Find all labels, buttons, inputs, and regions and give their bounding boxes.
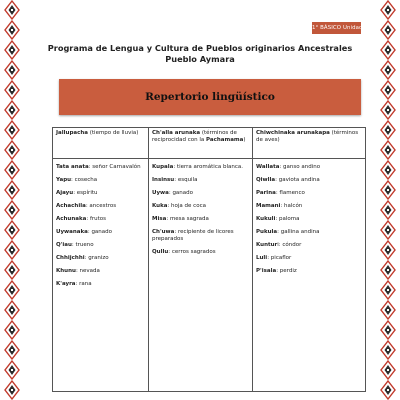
term: Kupala <box>152 164 174 170</box>
aymara-diamond-pattern-icon <box>380 360 396 380</box>
aymara-diamond-pattern-icon <box>380 80 396 100</box>
list-item <box>256 216 362 223</box>
meaning: : ancestros <box>85 203 117 209</box>
meaning: : señor Carnavalón <box>88 164 141 170</box>
list-item <box>152 229 249 242</box>
list-item <box>56 229 145 236</box>
program-title: Programa de Lengua y Cultura de Pueblos originarios Ancestrales <box>47 43 353 53</box>
list-item <box>256 177 362 184</box>
aymara-diamond-pattern-icon <box>380 220 396 240</box>
aymara-diamond-pattern-icon <box>4 220 20 240</box>
aymara-diamond-pattern-icon <box>380 120 396 140</box>
term: Uywa <box>152 190 169 196</box>
meaning: : ganado <box>87 229 113 235</box>
term: Yapu <box>56 177 72 183</box>
column-header-jallupacha: Jallupacha (tiempo de lluvia) <box>53 128 149 159</box>
aymara-diamond-pattern-icon <box>380 260 396 280</box>
list-item <box>152 203 249 210</box>
meaning: : frutos <box>86 216 107 222</box>
term: Khunu <box>56 268 76 274</box>
meaning: : gaviota andina <box>275 177 320 183</box>
aymara-diamond-pattern-icon <box>4 340 20 360</box>
term: Kukuli <box>256 216 276 222</box>
term: Kuntur <box>256 242 278 248</box>
meaning: : esquila <box>174 177 198 183</box>
list-item <box>256 164 362 171</box>
list-item <box>152 216 249 223</box>
meaning: : halcón <box>280 203 303 209</box>
aymara-diamond-pattern-icon <box>380 140 396 160</box>
meaning: : granizo <box>84 255 109 261</box>
column-header-challa-arunaka: Ch'alla arunaka (términos de reciprocidad con la Pachamama) <box>149 128 253 159</box>
decorative-border-left <box>2 0 22 400</box>
aymara-diamond-pattern-icon <box>4 280 20 300</box>
aymara-diamond-pattern-icon <box>380 320 396 340</box>
list-item <box>256 229 362 236</box>
list-item <box>256 268 362 275</box>
list-item <box>152 164 249 171</box>
aymara-diamond-pattern-icon <box>380 0 396 20</box>
aymara-diamond-pattern-icon <box>4 380 20 400</box>
list-item <box>56 203 145 210</box>
term: Uywanaka <box>56 229 88 235</box>
term: Ch'uwa <box>152 229 175 235</box>
term: Pukula <box>256 229 278 235</box>
list-item <box>256 255 362 262</box>
aymara-diamond-pattern-icon <box>380 200 396 220</box>
aymara-diamond-pattern-icon <box>4 20 20 40</box>
aymara-diamond-pattern-icon <box>4 320 20 340</box>
aymara-diamond-pattern-icon <box>4 60 20 80</box>
list-item <box>152 249 249 256</box>
section-title: Repertorio lingüístico <box>145 91 275 103</box>
list-item <box>256 190 362 197</box>
list-item <box>56 177 145 184</box>
term: Misa <box>152 216 167 222</box>
list-item <box>152 177 249 184</box>
meaning: : picaflor <box>267 255 292 261</box>
term: Mamani <box>256 203 281 209</box>
aymara-diamond-pattern-icon <box>4 80 20 100</box>
meaning: : mesa sagrada <box>166 216 209 222</box>
list-item <box>56 255 145 262</box>
list-item <box>56 242 145 249</box>
term: Kuka <box>152 203 168 209</box>
list-item <box>256 242 362 249</box>
list-item <box>56 268 145 275</box>
term: Luli <box>256 255 268 261</box>
meaning: : hoja de coca <box>167 203 206 209</box>
aymara-diamond-pattern-icon <box>4 120 20 140</box>
meaning: : paloma <box>275 216 300 222</box>
aymara-diamond-pattern-icon <box>380 40 396 60</box>
aymara-diamond-pattern-icon <box>380 300 396 320</box>
term: Qullu <box>152 248 169 255</box>
aymara-diamond-pattern-icon <box>4 300 20 320</box>
meaning: : cerros sagrados <box>168 248 216 255</box>
aymara-diamond-pattern-icon <box>380 60 396 80</box>
people-title: Pueblo Aymara <box>165 54 235 64</box>
aymara-diamond-pattern-icon <box>4 40 20 60</box>
meaning: : tierra aromática blanca. <box>173 164 243 170</box>
term: Chhijchhi <box>56 255 85 261</box>
page-header <box>40 43 360 65</box>
section-banner <box>59 79 361 115</box>
column-challa-arunaka-entries <box>149 159 253 392</box>
aymara-diamond-pattern-icon <box>4 160 20 180</box>
list-item <box>56 281 145 288</box>
aymara-diamond-pattern-icon <box>4 0 20 20</box>
meaning: : espíritu <box>73 190 98 196</box>
aymara-diamond-pattern-icon <box>380 20 396 40</box>
table-header-row <box>53 128 366 159</box>
decorative-border-right <box>378 0 398 400</box>
term: K'ayra <box>56 281 76 287</box>
grade-unit-badge: 1° BÁSICO Unidad 1 <box>312 22 361 34</box>
meaning: : trueno <box>71 242 94 248</box>
term: Insinsu <box>152 177 175 183</box>
column-jallupacha-entries <box>53 159 149 392</box>
aymara-diamond-pattern-icon <box>380 280 396 300</box>
aymara-diamond-pattern-icon <box>380 380 396 400</box>
aymara-diamond-pattern-icon <box>4 140 20 160</box>
term: Q'iau <box>56 242 72 248</box>
term: Achunaka <box>56 216 87 222</box>
aymara-diamond-pattern-icon <box>380 240 396 260</box>
column-header-chiwchinaka: Chiwchinaka arunakapa (términos de aves) <box>253 128 366 159</box>
meaning: : ganso andino <box>279 164 321 170</box>
aymara-diamond-pattern-icon <box>4 240 20 260</box>
aymara-diamond-pattern-icon <box>4 360 20 380</box>
aymara-diamond-pattern-icon <box>380 340 396 360</box>
meaning: : ganado <box>168 190 194 196</box>
term: P'isala <box>256 268 277 274</box>
table-row <box>53 159 366 392</box>
term: Wallata <box>256 164 280 170</box>
vocabulary-table <box>52 127 366 392</box>
meaning: : rana <box>75 281 92 287</box>
meaning: : cosecha <box>71 177 98 183</box>
column-chiwchinaka-entries <box>253 159 366 392</box>
list-item <box>152 190 249 197</box>
meaning: i: cóndor <box>277 242 302 248</box>
aymara-diamond-pattern-icon <box>380 160 396 180</box>
term: Qiwlla <box>256 177 276 183</box>
meaning: : nevada <box>75 268 100 274</box>
meaning: : recipiente de licores preparados <box>152 229 234 242</box>
list-item <box>256 203 362 210</box>
meaning: : perdiz <box>276 268 297 274</box>
meaning: : gallina andina <box>277 229 320 235</box>
aymara-diamond-pattern-icon <box>4 180 20 200</box>
list-item <box>56 216 145 223</box>
aymara-diamond-pattern-icon <box>380 100 396 120</box>
aymara-diamond-pattern-icon <box>4 200 20 220</box>
list-item <box>56 164 145 171</box>
aymara-diamond-pattern-icon <box>4 100 20 120</box>
term: Parina <box>256 190 276 196</box>
term: Tata anata <box>56 164 89 170</box>
aymara-diamond-pattern-icon <box>380 180 396 200</box>
aymara-diamond-pattern-icon <box>4 260 20 280</box>
meaning: : flamenco <box>275 190 305 196</box>
term: Achachila <box>56 203 86 209</box>
list-item <box>56 190 145 197</box>
term: Ajayu <box>56 190 74 196</box>
